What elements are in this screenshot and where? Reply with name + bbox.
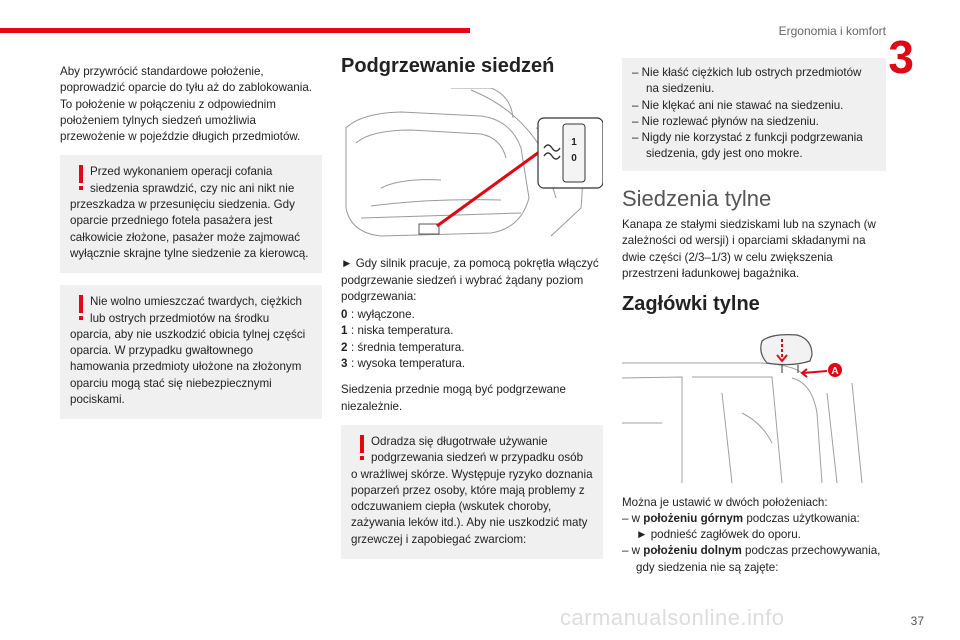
dial-label-0: 0 <box>571 153 577 165</box>
position-up-action: ► podnieść zagłówek do oporu. <box>636 528 801 542</box>
list-item: – Nie klękać ani nie stawać na siedzeniu. <box>632 98 844 112</box>
section-title-heated-seats: Podgrzewanie siedzeń <box>341 55 555 77</box>
front-seats-note: Siedzenia przednie mogą być podgrzewane niezależnie. <box>341 383 566 413</box>
warning-text: oparcia, aby nie uszkodzić obicia tylnej części oparcia. W przypadku gwałtownego hamowania przedmioty ułożone na złożonym oparciu mogą stać się niebezpiecznymi pociskami. <box>70 327 306 407</box>
callout-label: A <box>831 365 839 377</box>
warning-text: przeszkadza w przesunięciu siedzenia. Gdy oparcie przedniego fotela pasażera jest całkowicie złożone, pasażer może zajmować wyłącznie skrajne tylne siedzenie za kierowcą. <box>70 198 309 260</box>
warning-icon <box>79 165 83 191</box>
heating-levels <box>341 307 603 372</box>
warning-box-3 <box>341 425 603 559</box>
column-3 <box>622 58 886 576</box>
column-1 <box>60 64 322 431</box>
arrow-icon: ► <box>341 257 353 271</box>
warning-box-2 <box>60 285 322 419</box>
section-title-rear-seats: Siedzenia tylne <box>622 185 772 211</box>
level-item: 0 : wyłączone. <box>341 308 415 322</box>
heating-instruction: ► Gdy silnik pracuje, za pomocą pokrętła włączyć podgrzewanie siedzeń i wybrać żądany poziom podgrzewania: <box>341 257 599 303</box>
header-accent-bar <box>0 28 470 33</box>
warning-text: o wrażliwej skórze. Występuje ryzyko doznania poparzeń przez osoby, które mają problemy z odczuwaniem ciepła (wskutek choroby, zażywania leków itd.). Aby nie uszkodzić maty grzewczej i zapobiegać zwarciom: <box>351 467 593 546</box>
section-title-rear-headrests: Zagłówki tylne <box>622 293 760 316</box>
list-item: – Nie rozlewać płynów na siedzeniu. <box>632 114 819 128</box>
headrest-icon <box>761 334 812 364</box>
level-item: 1 : niska temperatura. <box>341 324 454 338</box>
header-title: Ergonomia i komfort <box>778 24 886 38</box>
headrest-adjust-intro: Można je ustawić w dwóch położeniach: <box>622 495 828 509</box>
position-up: – w położeniu górnym podczas użytkowania: <box>622 511 860 525</box>
column-2 <box>341 55 603 571</box>
warning-box-1 <box>60 155 322 273</box>
page-number: 37 <box>910 614 924 628</box>
warning-icon <box>79 295 83 321</box>
level-item: 3 : wysoka temperatura. <box>341 357 466 371</box>
position-down: – w położeniu dolnym podczas przechowywania, gdy siedzenia nie są zajęte: <box>622 544 881 574</box>
precautions-box <box>622 58 886 171</box>
intro-paragraph: Aby przywrócić standardowe położenie, poprowadzić oparcie do tyłu aż do zablokowania. To położenie w połączeniu z odpowiednim położeniem tylnych siedzeń umożliwia przewożenie w pojeździe długich przedmiotów. <box>60 65 312 144</box>
list-item: – Nie kłaść ciężkich lub ostrych przedmiotów na siedzeniu. <box>632 66 862 96</box>
headrest-diagram <box>622 333 886 483</box>
chapter-number: 3 <box>888 31 914 83</box>
list-item: – Nigdy nie korzystać z funkcji podgrzewania siedzenia, gdy jest ono mokre. <box>632 131 863 161</box>
rear-seats-text: Kanapa ze stałymi siedziskami lub na szynach (w zależności od wersji) i oparciami składanymi na dwie części (2/3–1/3) w celu zwiększenia przestrzeni ładunkowej bagażnika. <box>622 218 876 280</box>
warning-text-first: Odradza się długotrwałe używanie podgrzewania siedzeń w przypadku osób <box>371 434 584 465</box>
warning-text-first: Przed wykonaniem operacji cofania siedzenia sprawdzić, czy nic ani nikt nie <box>90 165 295 195</box>
level-item: 2 : średnia temperatura. <box>341 340 465 354</box>
dial-label-1: 1 <box>571 137 577 149</box>
seat-heating-illustration <box>341 88 603 238</box>
watermark: carmanualsonline.info <box>560 605 785 630</box>
warning-icon <box>360 435 364 461</box>
seat-diagram <box>341 88 603 238</box>
warning-text-first: Nie wolno umieszczać twardych, ciężkich lub ostrych przedmiotów na środku <box>90 295 302 325</box>
headrest-illustration <box>622 333 886 483</box>
